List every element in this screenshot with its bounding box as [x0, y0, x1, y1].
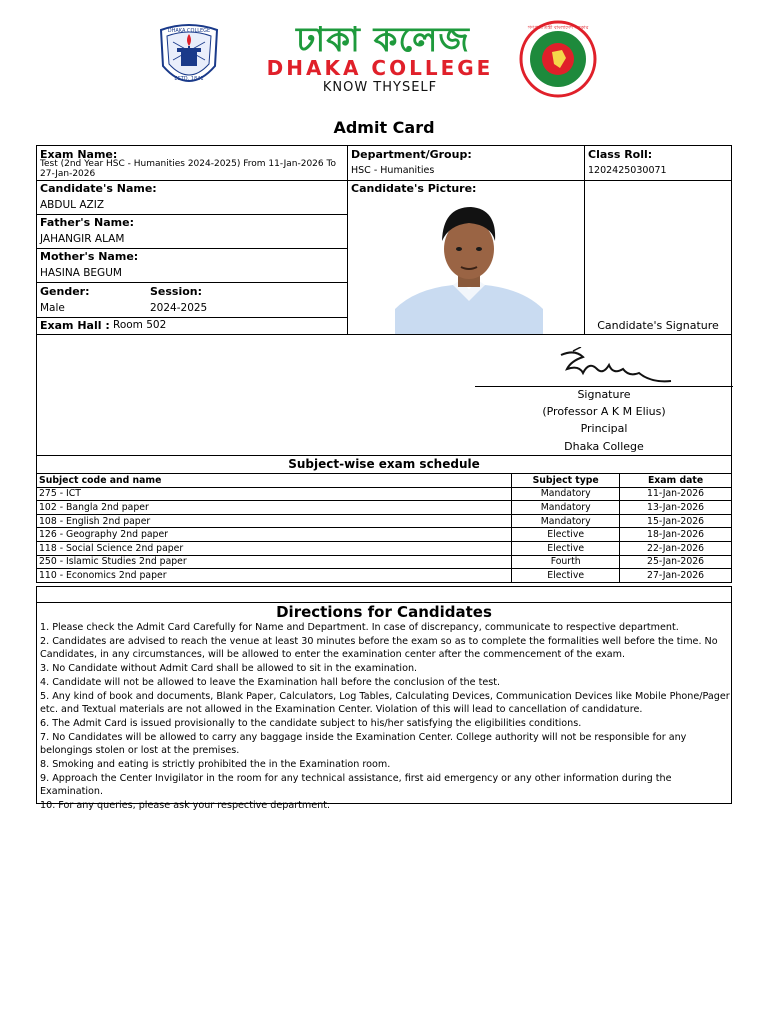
- principal-signature-image: [553, 347, 677, 387]
- candidate-name-box: [36, 180, 348, 215]
- schedule-table: [36, 473, 732, 583]
- department-label: Department/Group:: [351, 148, 472, 161]
- date-cell: 18-Jan-2026: [620, 528, 732, 542]
- schedule-title: Subject-wise exam schedule: [288, 457, 480, 471]
- exam-name-label: Exam Name:: [40, 148, 118, 161]
- list-item: 4. Candidate will not be allowed to leave the Examination hall before the conclusion of the test.: [40, 676, 501, 688]
- subject-cell: 102 - Bangla 2nd paper: [37, 501, 512, 515]
- college-name-english: DHAKA COLLEGE: [266, 56, 494, 80]
- table-row: [37, 487, 732, 501]
- subject-cell: 250 - Islamic Studies 2nd paper: [37, 555, 512, 569]
- candidate-name-value: ABDUL AZIZ: [40, 199, 105, 211]
- list-item: 1. Please check the Admit Card Carefully for Name and Department. In case of discrepancy, communicate to respective department.: [40, 622, 679, 633]
- date-cell: 27-Jan-2026: [620, 569, 732, 583]
- session-label: Session:: [150, 285, 203, 298]
- schedule-title-box: [36, 455, 732, 474]
- subject-cell: 275 - ICT: [37, 487, 512, 501]
- table-row: [37, 555, 732, 569]
- svg-text:ESTD. 1841: ESTD. 1841: [174, 76, 204, 82]
- college-motto: KNOW THYSELF: [322, 80, 438, 95]
- dhaka-college-logo: [155, 22, 223, 94]
- list-item: 6. The Admit Card is issued provisionally to the candidate subject to his/her satisfying the eligibilities conditions.: [40, 717, 582, 729]
- schedule-spacer-row: [36, 586, 732, 603]
- date-cell: 22-Jan-2026: [620, 541, 732, 555]
- admit-card-title: Admit Card: [333, 118, 435, 137]
- date-cell: 25-Jan-2026: [620, 555, 732, 569]
- list-item: 9. Approach the Center Invigilator in the room for any technical assistance, first aid emergency or any other information during the Examination.: [40, 772, 672, 798]
- list-item: 5. Any kind of book and documents, Blank Paper, Calculators, Log Tables, Calculating Devices, Communication Devices like Mobile Phone/Pager etc. and Textual materials are not allowed in the Examination Center. Violation of this will lead to cancellation of candidature.: [40, 690, 730, 716]
- directions-box: [36, 602, 732, 812]
- schedule-header-date: Exam date: [620, 474, 732, 488]
- schedule-header-subject: Subject code and name: [37, 474, 512, 488]
- candidate-signature-caption: Candidate's Signature: [597, 319, 719, 332]
- candidate-name-label: Candidate's Name:: [40, 182, 157, 195]
- candidate-picture-box: [347, 180, 585, 335]
- father-name-box: [36, 214, 348, 249]
- table-row: [37, 501, 732, 515]
- table-row: [37, 514, 732, 528]
- class-roll-box: [584, 145, 732, 181]
- father-name-label: Father's Name:: [40, 216, 134, 229]
- class-roll-value: 1202425030071: [588, 165, 667, 176]
- directions-list: [40, 621, 730, 813]
- exam-name-value: Test (2nd Year HSC - Humanities 2024-2025) From 11-Jan-2026 To 27-Jan-2026: [40, 159, 336, 179]
- list-item: 3. No Candidate without Admit Card shall be allowed to sit in the examination.: [40, 663, 418, 675]
- candidate-photo: [395, 197, 543, 335]
- type-cell: Elective: [512, 528, 620, 542]
- gender-label: Gender:: [40, 285, 90, 298]
- department-box: [347, 145, 585, 181]
- schedule-table-wrapper: [36, 473, 732, 583]
- list-item: 7. No Candidates will be allowed to carry any baggage inside the Examination Center. College authority will not be responsible for any belongings stolen or lost at the premises.: [40, 731, 687, 757]
- principal-signature-box: [36, 334, 732, 456]
- schedule-header-type: Subject type: [512, 474, 620, 488]
- date-cell: 15-Jan-2026: [620, 514, 732, 528]
- principal-title: Principal: [580, 422, 628, 435]
- type-cell: Mandatory: [512, 487, 620, 501]
- svg-text:গণপ্রজাতন্ত্রী বাংলাদেশ সরকার: গণপ্রজাতন্ত্রী বাংলাদেশ সরকার: [527, 25, 589, 31]
- type-cell: Fourth: [512, 555, 620, 569]
- table-row: [37, 541, 732, 555]
- date-cell: 13-Jan-2026: [620, 501, 732, 515]
- candidate-signature-box: [584, 180, 732, 335]
- exam-hall-label: Exam Hall :: [40, 319, 110, 332]
- gender-session-box: [36, 282, 348, 318]
- department-value: HSC - Humanities: [351, 165, 435, 176]
- list-item: 8. Smoking and eating is strictly prohibited the in the Examination room.: [40, 759, 391, 771]
- mother-name-label: Mother's Name:: [40, 250, 139, 263]
- mother-name-box: [36, 248, 348, 283]
- mother-name-value: HASINA BEGUM: [40, 267, 122, 279]
- subject-cell: 108 - English 2nd paper: [37, 514, 512, 528]
- list-item: 2. Candidates are advised to reach the venue at least 30 minutes before the exam so as to complete the formalities well before the time. No Candidates, in any circumstances, will be allowed to enter the examination center after the commencement of the exam.: [40, 635, 718, 661]
- table-row: [37, 528, 732, 542]
- principal-name: (Professor A K M Elius): [542, 405, 666, 418]
- schedule-header-row: [37, 474, 732, 488]
- candidate-picture-label: Candidate's Picture:: [351, 182, 477, 195]
- exam-hall-value: Room 502: [113, 319, 167, 331]
- subject-cell: 118 - Social Science 2nd paper: [37, 541, 512, 555]
- type-cell: Mandatory: [512, 501, 620, 515]
- principal-college: Dhaka College: [564, 440, 644, 453]
- principal-signature-word: Signature: [577, 388, 631, 401]
- signature-line: [475, 386, 733, 387]
- college-name-bangla: ঢাকা কলেজ: [296, 20, 470, 60]
- type-cell: Mandatory: [512, 514, 620, 528]
- type-cell: Elective: [512, 569, 620, 583]
- exam-name-box: [36, 145, 348, 181]
- directions-title: Directions for Candidates: [276, 603, 492, 621]
- gender-value: Male: [40, 302, 65, 314]
- date-cell: 11-Jan-2026: [620, 487, 732, 501]
- session-value: 2024-2025: [150, 302, 208, 314]
- class-roll-label: Class Roll:: [588, 148, 653, 161]
- table-row: [37, 569, 732, 583]
- type-cell: Elective: [512, 541, 620, 555]
- father-name-value: JAHANGIR ALAM: [40, 233, 125, 245]
- list-item: 10. For any queries, please ask your respective department.: [40, 800, 331, 812]
- subject-cell: 126 - Geography 2nd paper: [37, 528, 512, 542]
- svg-text:DHAKA COLLEGE: DHAKA COLLEGE: [167, 28, 211, 34]
- exam-hall-box: [36, 317, 348, 335]
- subject-cell: 110 - Economics 2nd paper: [37, 569, 512, 583]
- government-seal: [518, 20, 598, 98]
